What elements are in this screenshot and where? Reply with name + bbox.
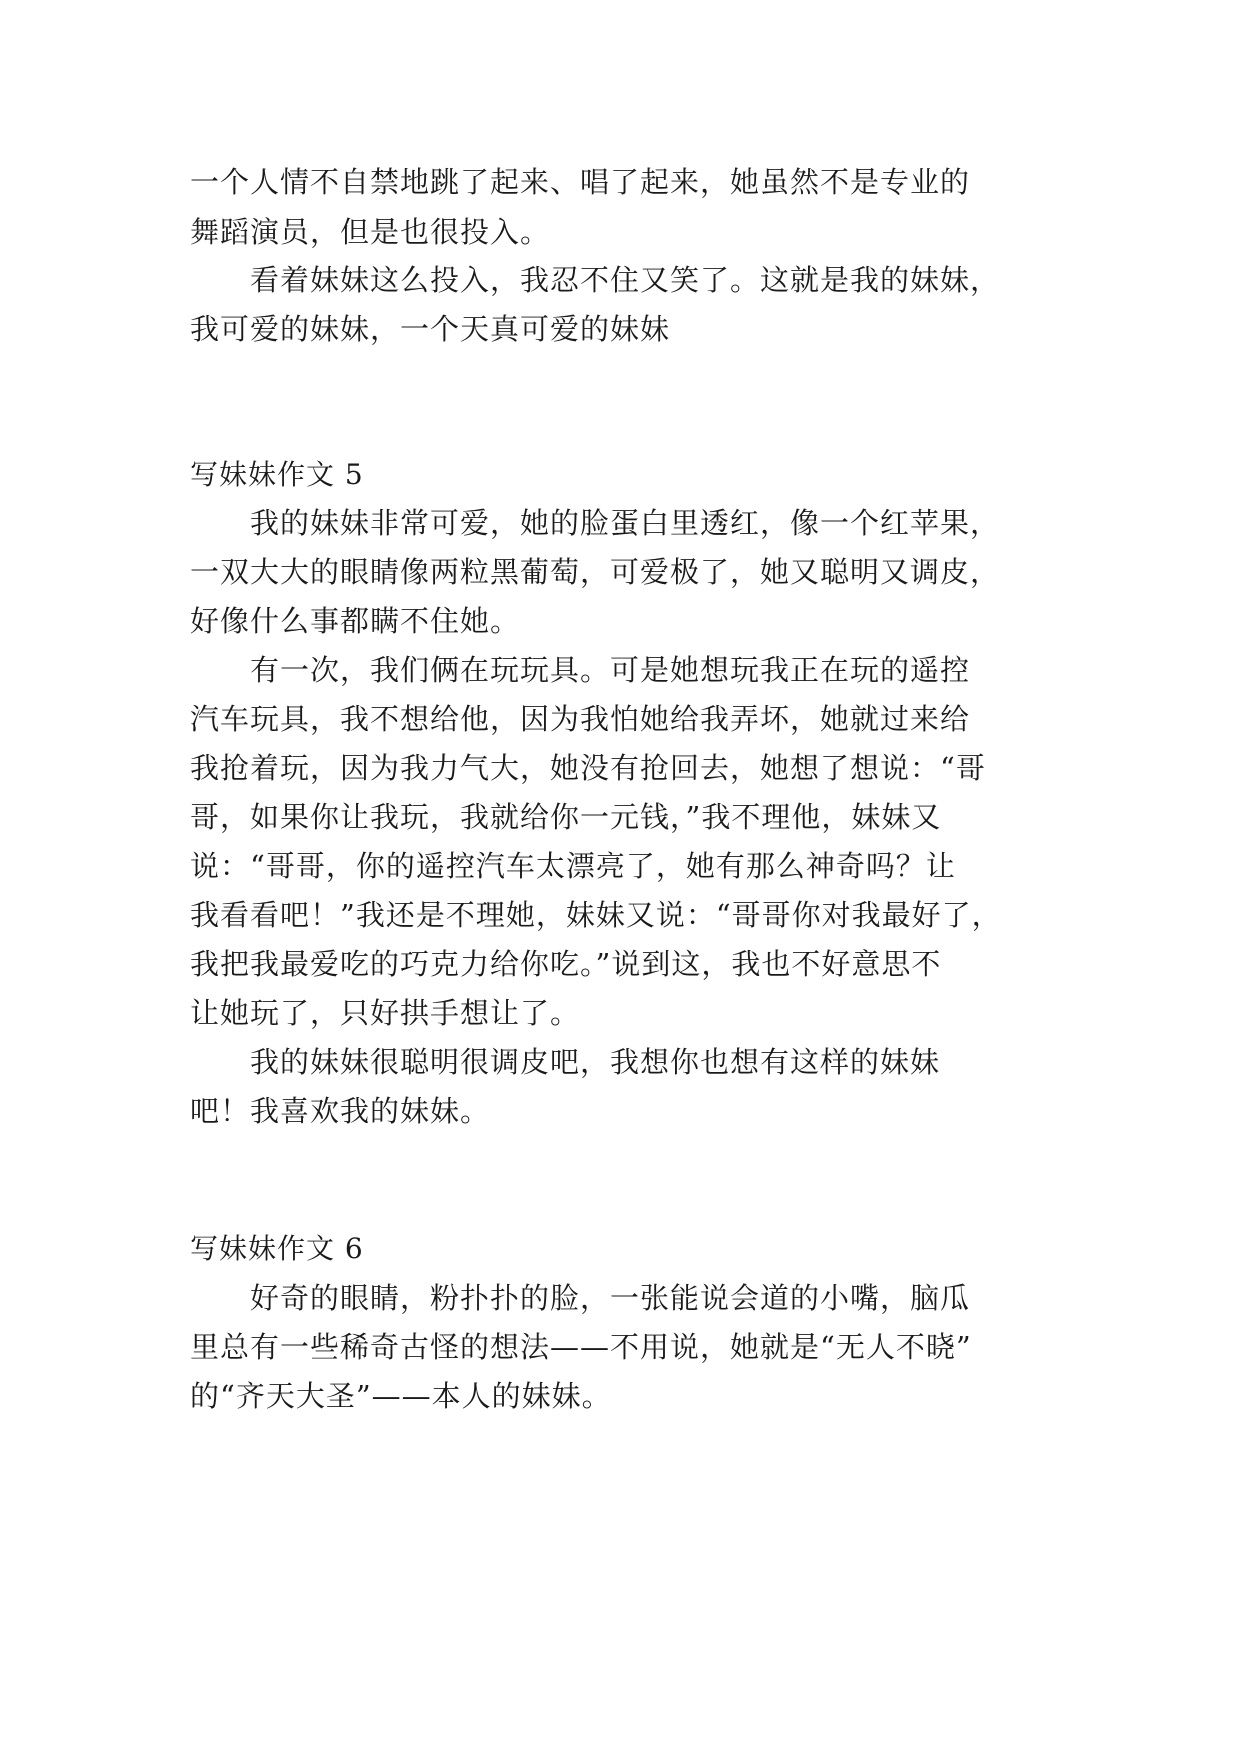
paragraph-line: 舞蹈演员，但是也很投入。 <box>190 215 551 249</box>
paragraph-line: 看着妹妹这么投入，我忍不住又笑了。这就是我的妹妹， <box>250 263 1001 297</box>
section-heading: 写妹妹作文 6 <box>190 1232 364 1265</box>
paragraph-line: 有一次，我们俩在玩玩具。可是她想玩我正在玩的遥控 <box>250 653 971 687</box>
paragraph-line: 吧！我喜欢我的妹妹。 <box>190 1094 491 1128</box>
paragraph-line: 我抢着玩，因为我力气大，她没有抢回去，她想了想说：“哥 <box>190 751 986 785</box>
section-heading: 写妹妹作文 5 <box>190 458 364 491</box>
paragraph-line: 好像什么事都瞒不住她。 <box>190 604 521 638</box>
paragraph-line: 一个人情不自禁地跳了起来、唱了起来，她虽然不是专业的 <box>190 165 971 199</box>
paragraph-line: 好奇的眼睛，粉扑扑的脸，一张能说会道的小嘴，脑瓜 <box>250 1281 971 1315</box>
paragraph-line: 说：“哥哥，你的遥控汽车太漂亮了，她有那么神奇吗？让 <box>190 849 956 883</box>
paragraph-line: 我可爱的妹妹，一个天真可爱的妹妹 <box>190 312 671 346</box>
paragraph-line: 我的妹妹非常可爱，她的脸蛋白里透红，像一个红苹果， <box>250 506 1001 540</box>
paragraph-line: 哥，如果你让我玩，我就给你一元钱，”我不理他，妹妹又 <box>190 800 942 834</box>
paragraph-line: 我把我最爱吃的巧克力给你吃。”说到这，我也不好意思不 <box>190 947 942 981</box>
paragraph-line: 我看看吧！”我还是不理她，妹妹又说：“哥哥你对我最好了， <box>190 898 1002 932</box>
paragraph-line: 的“齐天大圣”——本人的妹妹。 <box>190 1379 612 1413</box>
paragraph-line: 里总有一些稀奇古怪的想法——不用说，她就是“无人不晓” <box>190 1330 972 1364</box>
paragraph-line: 一双大大的眼睛像两粒黑葡萄，可爱极了，她又聪明又调皮， <box>190 555 1001 589</box>
paragraph-line: 我的妹妹很聪明很调皮吧，我想你也想有这样的妹妹 <box>250 1045 941 1079</box>
paragraph-line: 让她玩了，只好拱手想让了。 <box>190 996 581 1030</box>
paragraph-line: 汽车玩具，我不想给他，因为我怕她给我弄坏，她就过来给 <box>190 702 971 736</box>
